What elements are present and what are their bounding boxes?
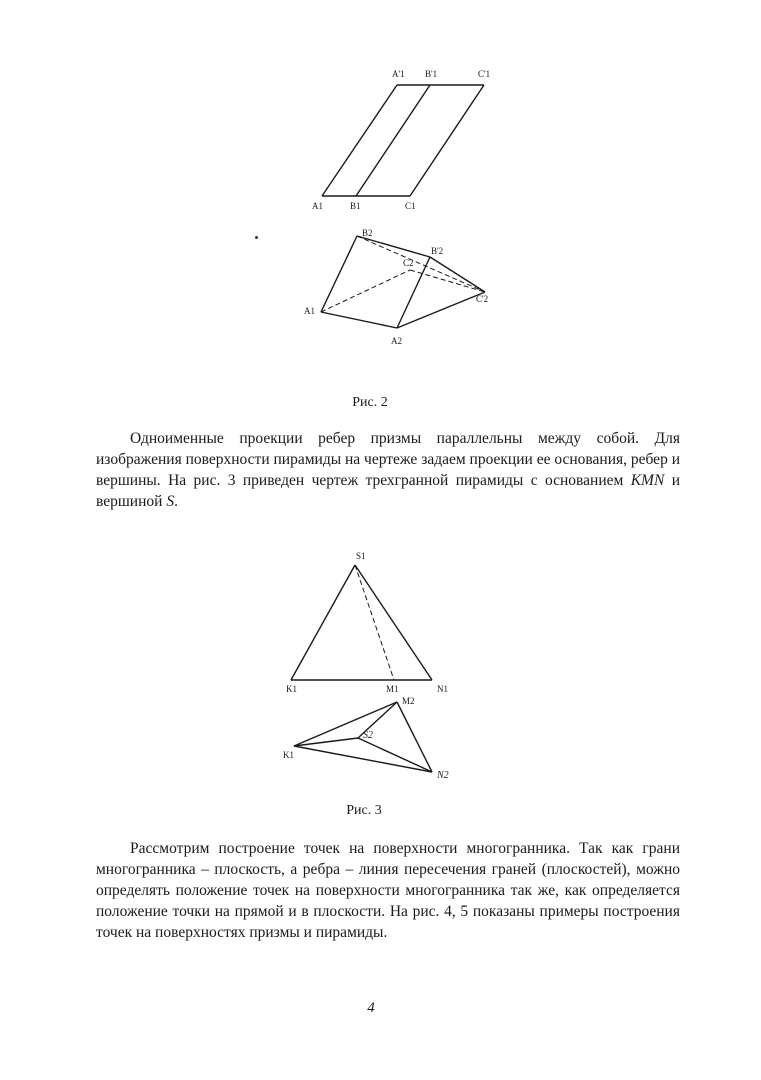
edge-b2-b2p	[357, 236, 430, 257]
paragraph-1-text: Одноименные проекции ребер призмы параллельны между собой. Для изображения поверхности пирамиды на чертеже задаем проекции ее основания, ребер и вершины. На рис. 3 приведен чертеж трехгранной пирамиды с основанием	[96, 430, 680, 489]
label-s2: S2	[363, 730, 373, 741]
hidden-b2-c2p	[357, 236, 485, 292]
prism-top-projection	[321, 236, 485, 328]
label-b1: B1	[350, 201, 361, 211]
edge-m2-n2	[397, 702, 432, 772]
edge-k1-n2	[294, 746, 432, 772]
label-a2: A2	[391, 336, 402, 346]
paragraph-2	[96, 838, 680, 943]
label-b2: B2	[362, 228, 373, 238]
label-a1-top: A'1	[392, 69, 405, 79]
hidden-s1-m1	[355, 565, 394, 680]
label-m1: M1	[386, 684, 399, 694]
edge-b2p-c2p	[430, 257, 485, 292]
label-a1: A1	[312, 201, 323, 211]
paragraph-1	[96, 428, 680, 512]
edge-a1-a2	[321, 312, 397, 328]
label-c2: C2	[403, 258, 414, 268]
label-c1: C1	[405, 201, 416, 211]
apex-name: S	[166, 493, 175, 510]
label-n2: N2	[437, 770, 449, 781]
label-m2: M2	[402, 696, 415, 706]
figure-3-caption: Рис. 3	[346, 803, 382, 818]
label-c2p: C'2	[476, 294, 489, 304]
label-c1-top: C'1	[478, 69, 491, 79]
edge-a1-b2	[321, 236, 357, 312]
edge-s1-n1	[355, 565, 432, 680]
edge-c	[410, 85, 484, 196]
paragraph-2-text: Рассмотрим построение точек на поверхности многогранника. Так как грани многогранника – плоскость, а ребра – линия пересечения граней (плоскостей), можно определять положение точек на поверхности многогранника так же, как определяется положение точки на прямой и в плоскости. На рис. 4, 5 показаны примеры построения точек на поверхностях призмы и пирамиды.	[96, 840, 680, 941]
edge-s1-k1	[291, 565, 355, 680]
paragraph-1-end: .	[174, 493, 178, 510]
figure-2-drawing	[0, 0, 761, 360]
label-k1: K1	[286, 684, 297, 694]
label-b1-top: B'1	[425, 69, 438, 79]
edge-s2-n2	[358, 738, 432, 772]
base-name: KMN	[630, 472, 665, 489]
page-number: 4	[367, 1000, 375, 1016]
figure-2-caption: Рис. 2	[352, 395, 388, 410]
label-n1: N1	[437, 684, 448, 694]
label-a1-lower: A1	[304, 306, 315, 316]
hidden-a1-c2	[321, 270, 410, 312]
edge-a2-c2p	[397, 292, 485, 328]
pyramid-front-projection	[291, 565, 432, 680]
hidden-c2-c2p	[410, 270, 485, 292]
edge-b	[356, 85, 430, 196]
prism-front-projection	[322, 85, 484, 196]
stray-mark	[255, 236, 258, 239]
label-s1: S1	[356, 551, 366, 561]
label-k1-lower: K1	[283, 750, 294, 760]
paragraph-1-text-b: и вершиной	[96, 472, 681, 510]
label-b2p: B'2	[431, 246, 444, 256]
figure-3-drawing	[0, 540, 761, 800]
edge-a	[322, 85, 397, 196]
